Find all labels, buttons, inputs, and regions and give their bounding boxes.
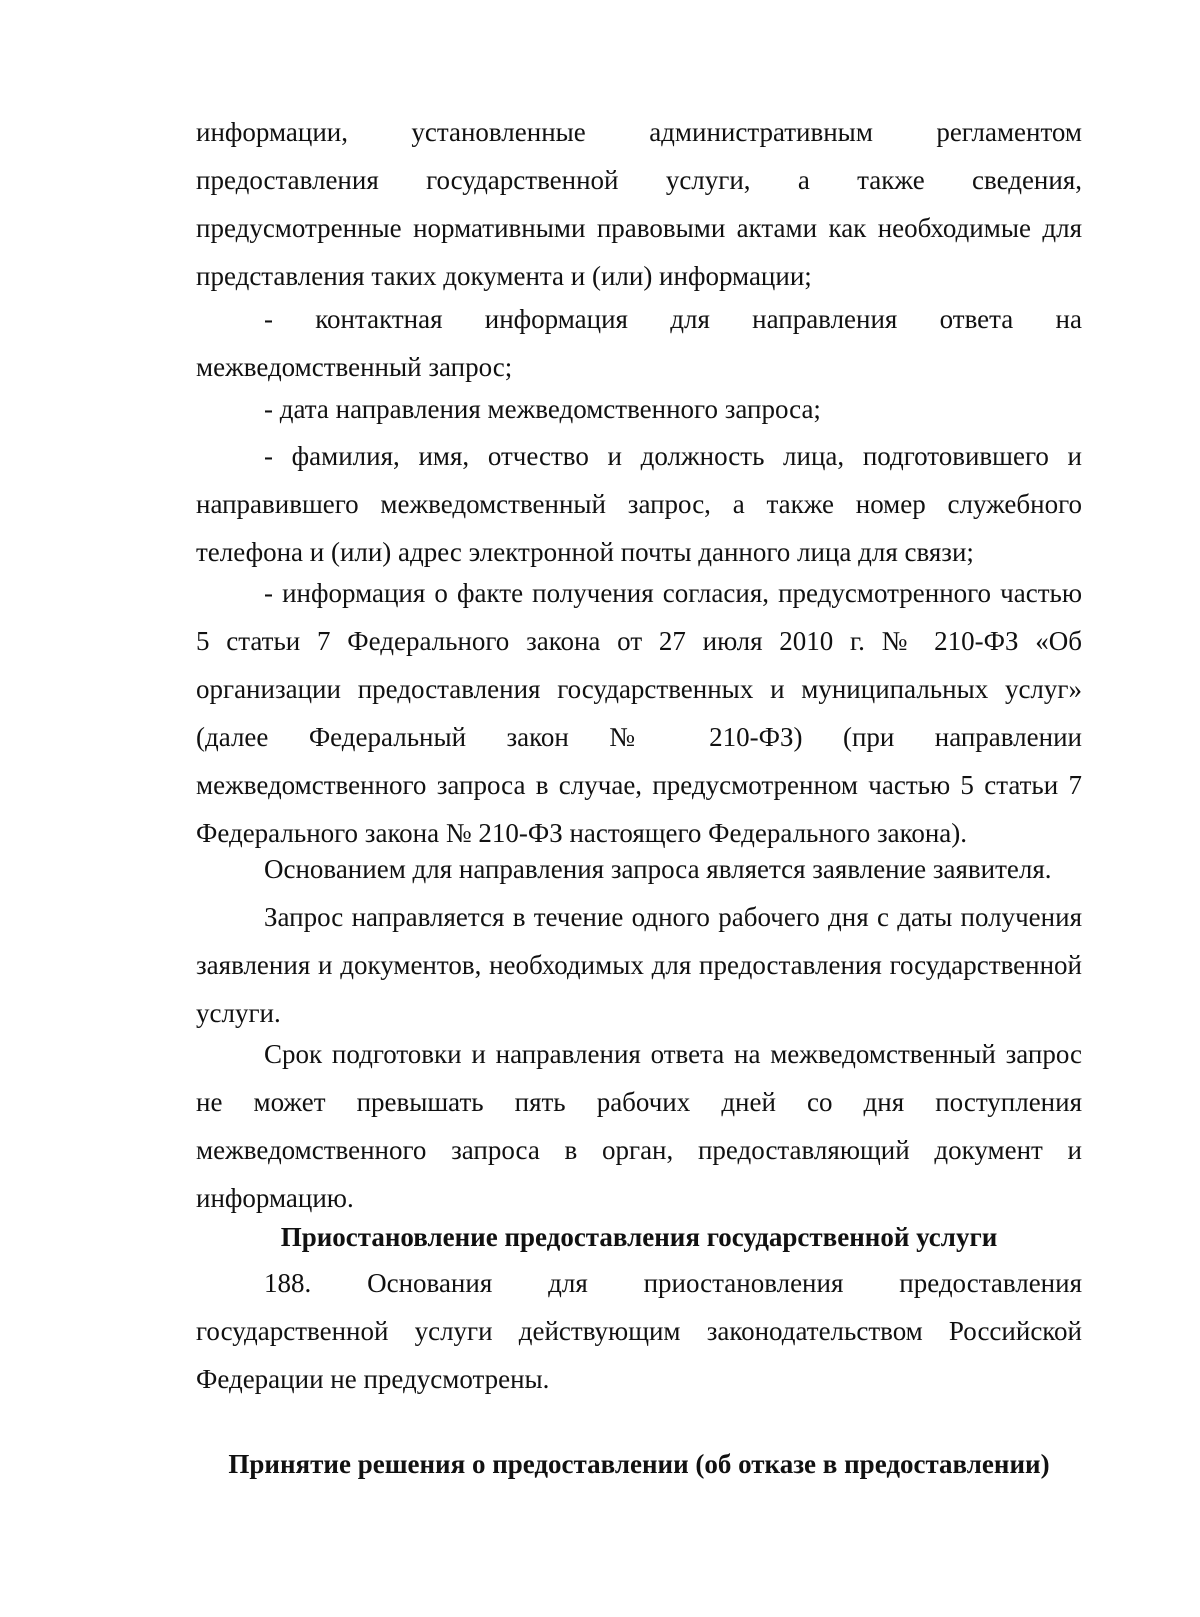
section-heading-suspension: Приостановление предоставления государственной услуги [280, 1222, 998, 1252]
paragraph-suspension-grounds: 188. Основания для приостановления предоставления государственной услуги действующим законодательством Российской Федерации не предусмотрены. [196, 1268, 1082, 1394]
paragraph-request-deadline: Запрос направляется в течение одного рабочего дня с даты получения заявления и документов, необходимых для предоставления государственной услуги. [196, 902, 1082, 1028]
paragraph-request-date: - дата направления межведомственного запроса; [264, 394, 821, 424]
section-heading-decision: Принятие решения о предоставлении (об отказе в предоставлении) [228, 1449, 1050, 1479]
paragraph-response-deadline: Срок подготовки и направления ответа на межведомственный запрос не может превышать пять рабочих дней со дня поступления межведомственного запроса в орган, предоставляющий документ и информацию. [196, 1039, 1082, 1213]
paragraph-responsible-person: - фамилия, имя, отчество и должность лица, подготовившего и направившего межведомственный запрос, а также номер служебного телефона и (или) адрес электронной почты данного лица для связи; [196, 441, 1082, 567]
paragraph-information-requisites: информации, установленные административным регламентом предоставления государственной услуги, а также сведения, предусмотренные нормативными правовыми актами как необходимые для представления таких документа и (или) информации; [196, 117, 1082, 291]
paragraph-consent-information: - информация о факте получения согласия, предусмотренного частью 5 статьи 7 Федерального закона от 27 июля 2010 г. № 210-ФЗ «Об организации предоставления государственных и муниципальных услуг» (далее Федеральный закон № 210-ФЗ) (при направлении межведомственного запроса в случае, предусмотренном частью 5 статьи 7 Федерального закона № 210-ФЗ настоящего Федерального закона). [196, 578, 1082, 848]
paragraph-contact-information: - контактная информация для направления ответа на межведомственный запрос; [196, 304, 1082, 382]
paragraph-request-basis: Основанием для направления запроса является заявление заявителя. [264, 854, 1052, 884]
